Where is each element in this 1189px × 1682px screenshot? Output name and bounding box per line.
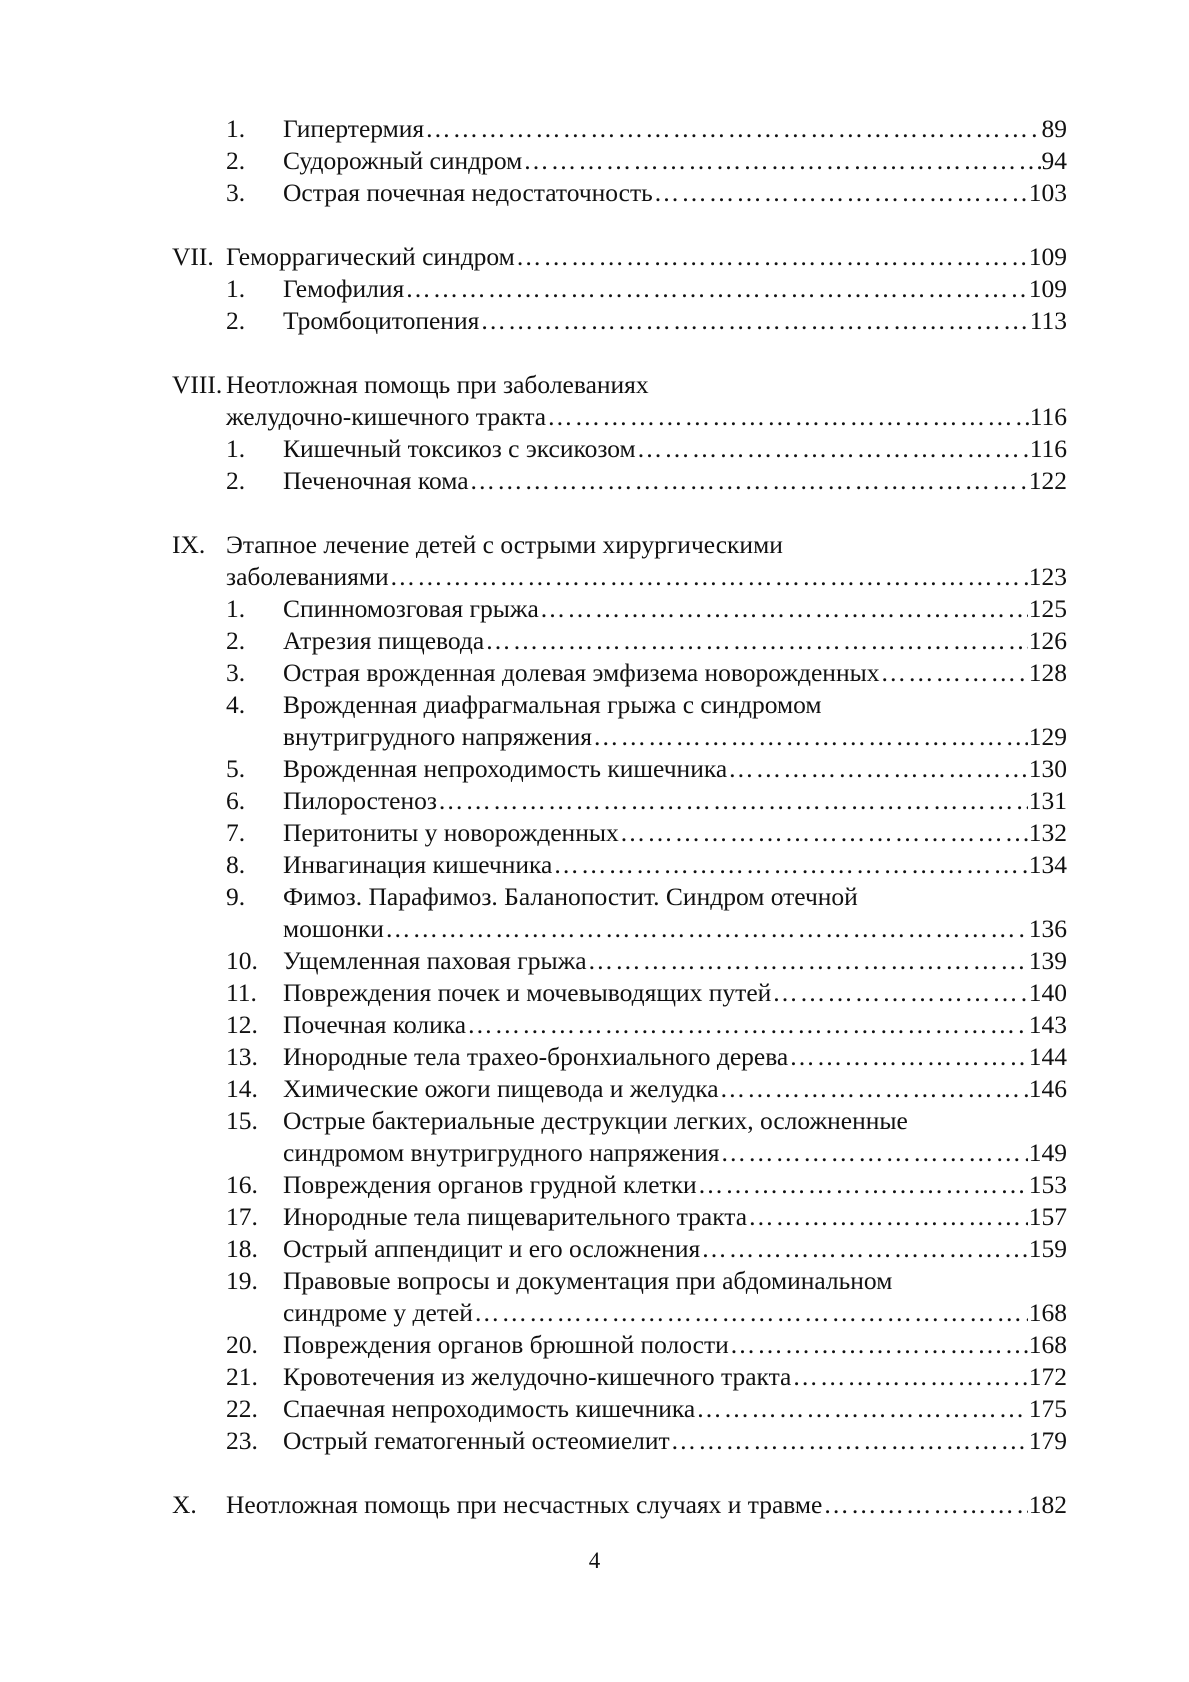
toc-line xyxy=(283,625,1067,657)
toc-spacer xyxy=(172,497,1067,529)
toc-entry-page: 182 xyxy=(1028,1490,1067,1519)
toc-entry xyxy=(172,657,1067,689)
toc-line xyxy=(226,1489,1067,1521)
toc-entry xyxy=(172,1169,1067,1201)
toc-item-number: 22. xyxy=(226,1394,258,1423)
toc-item-number: 17. xyxy=(226,1202,258,1231)
toc-entry-title: Острые бактериальные деструкции легких, осложненные xyxy=(283,1106,908,1135)
toc-dot-leader xyxy=(619,817,1028,849)
toc-line xyxy=(283,1425,1067,1457)
toc-entry-page: 144 xyxy=(1028,1042,1067,1071)
toc-item-number: 1. xyxy=(226,434,246,463)
toc-entry-title: Химические ожоги пищевода и желудка xyxy=(283,1074,719,1103)
toc-entry xyxy=(172,433,1067,465)
toc-entry xyxy=(172,1073,1067,1105)
toc-line xyxy=(283,273,1067,305)
toc-entry-title: желудочно-кишечного тракта xyxy=(226,402,547,431)
toc-entry xyxy=(172,561,1067,593)
toc-line xyxy=(283,913,1067,945)
toc-entry-title: Почечная колика xyxy=(283,1010,467,1039)
toc-entry-page: 168 xyxy=(1028,1298,1067,1327)
toc-entry xyxy=(172,689,1067,721)
toc-entry-title: Атрезия пищевода xyxy=(283,626,485,655)
toc-entry xyxy=(172,817,1067,849)
toc-entry-title: Гипертермия xyxy=(283,114,425,143)
toc-entry-title: Перитониты у новорожденных xyxy=(283,818,619,847)
toc-entry xyxy=(172,401,1067,433)
toc-entry xyxy=(172,1201,1067,1233)
toc-dot-leader xyxy=(719,1073,1028,1105)
toc-entry-title: внутригрудного напряжения xyxy=(283,722,593,751)
toc-item-number: 1. xyxy=(226,114,246,143)
toc-entry xyxy=(172,273,1067,305)
toc-entry-page: 153 xyxy=(1028,1170,1067,1199)
toc-entry-title: Спинномозговая грыжа xyxy=(283,594,539,623)
toc-section-number: X. xyxy=(172,1490,197,1519)
toc-line xyxy=(283,1297,1067,1329)
toc-item-number: 5. xyxy=(226,754,246,783)
toc-entry-page: 146 xyxy=(1028,1074,1067,1103)
toc-item-number: 10. xyxy=(226,946,258,975)
toc-entry-title: Острый гематогенный остеомиелит xyxy=(283,1426,670,1455)
toc-entry xyxy=(172,177,1067,209)
toc-item-number: 7. xyxy=(226,818,246,847)
toc-item-number: 11. xyxy=(226,978,257,1007)
toc-entry xyxy=(172,849,1067,881)
toc-line xyxy=(283,977,1067,1009)
toc-item-number: 18. xyxy=(226,1234,258,1263)
toc-entry xyxy=(172,1009,1067,1041)
toc-item-number: 15. xyxy=(226,1106,258,1135)
toc-dot-leader xyxy=(479,305,1028,337)
toc-entry-page: 131 xyxy=(1028,786,1067,815)
toc-section-number: VIII. xyxy=(172,370,223,399)
toc-entry xyxy=(172,593,1067,625)
toc-dot-leader xyxy=(484,625,1028,657)
toc-line xyxy=(283,177,1067,209)
toc-entry xyxy=(172,881,1067,913)
toc-line xyxy=(283,305,1067,337)
toc-entry-title: Инородные тела трахео-бронхиального дерева xyxy=(283,1042,789,1071)
toc-item-number: 6. xyxy=(226,786,246,815)
toc-entry xyxy=(172,1137,1067,1169)
toc-line xyxy=(283,689,1067,721)
toc-entry-title: Ущемленная паховая грыжа xyxy=(283,946,587,975)
toc-entry-title: синдроме у детей xyxy=(283,1298,473,1327)
toc-entry-page: 149 xyxy=(1028,1138,1067,1167)
toc-entry-title: Правовые вопросы и документация при абдоминальном xyxy=(283,1266,893,1295)
toc-dot-leader xyxy=(424,113,1040,145)
toc-item-number: 9. xyxy=(226,882,246,911)
toc-spacer xyxy=(172,337,1067,369)
toc-entry xyxy=(172,753,1067,785)
toc-dot-leader xyxy=(522,145,1040,177)
toc-entry-title: Этапное лечение детей с острыми хирургическими xyxy=(226,530,783,559)
page-number: 4 xyxy=(588,1548,601,1573)
toc-line xyxy=(283,721,1067,753)
toc-dot-leader xyxy=(546,401,1029,433)
toc-entry xyxy=(172,1329,1067,1361)
toc-entry xyxy=(172,1489,1067,1521)
toc-entry-page: 130 xyxy=(1028,754,1067,783)
toc-entry-page: 113 xyxy=(1029,306,1067,335)
toc-dot-leader xyxy=(469,465,1028,497)
toc-dot-leader xyxy=(771,977,1027,1009)
toc-entry-title: Кровотечения из желудочно-кишечного тракта xyxy=(283,1362,792,1391)
toc-dot-leader xyxy=(539,593,1028,625)
toc-line xyxy=(283,145,1067,177)
toc-entry xyxy=(172,113,1067,145)
toc-line xyxy=(283,1105,1067,1137)
toc-section-number: VII. xyxy=(172,242,214,271)
toc-entry xyxy=(172,529,1067,561)
toc-dot-leader xyxy=(788,1041,1028,1073)
toc-line xyxy=(283,1201,1067,1233)
toc-item-number: 20. xyxy=(226,1330,258,1359)
toc-entry-title: Повреждения почек и мочевыводящих путей xyxy=(283,978,772,1007)
toc-entry-page: 126 xyxy=(1028,626,1067,655)
toc-line xyxy=(283,113,1067,145)
toc-line xyxy=(283,1233,1067,1265)
toc-entry-page: 168 xyxy=(1028,1330,1067,1359)
toc-line xyxy=(283,753,1067,785)
toc-section-number: IX. xyxy=(172,530,206,559)
toc-line xyxy=(283,1265,1067,1297)
toc-dot-leader xyxy=(670,1425,1028,1457)
toc-entry-title: Судорожный синдром xyxy=(283,146,523,175)
toc-line xyxy=(226,369,1067,401)
toc-dot-leader xyxy=(727,753,1028,785)
toc-entry-page: 116 xyxy=(1029,402,1067,431)
toc-item-number: 2. xyxy=(226,306,246,335)
toc-line xyxy=(226,561,1067,593)
toc-line xyxy=(283,1009,1067,1041)
toc-entry-page: 132 xyxy=(1028,818,1067,847)
toc-entry-page: 143 xyxy=(1028,1010,1067,1039)
toc-dot-leader xyxy=(653,177,1028,209)
toc-line xyxy=(283,1393,1067,1425)
toc-entry-title: Врожденная непроходимость кишечника xyxy=(283,754,728,783)
toc-dot-leader xyxy=(700,1233,1028,1265)
toc-entry-page: 179 xyxy=(1028,1426,1067,1455)
toc-item-number: 2. xyxy=(226,466,246,495)
toc-dot-leader xyxy=(592,721,1028,753)
toc-entry-title: Острая врожденная долевая эмфизема новорожденных xyxy=(283,658,880,687)
toc-entry-page: 172 xyxy=(1028,1362,1067,1391)
toc-entry xyxy=(172,1041,1067,1073)
toc-entry xyxy=(172,625,1067,657)
toc-dot-leader xyxy=(384,913,1028,945)
toc-item-number: 4. xyxy=(226,690,246,719)
toc-line xyxy=(283,881,1067,913)
toc-entry xyxy=(172,1393,1067,1425)
toc-entry-page: 136 xyxy=(1028,914,1067,943)
toc-dot-leader xyxy=(552,849,1027,881)
toc-entry-page: 175 xyxy=(1028,1394,1067,1423)
toc-dot-leader xyxy=(636,433,1029,465)
toc-item-number: 3. xyxy=(226,658,246,687)
toc-line xyxy=(226,529,1067,561)
toc-entry-page: 129 xyxy=(1028,722,1067,751)
toc-item-number: 23. xyxy=(226,1426,258,1455)
toc-line xyxy=(283,945,1067,977)
toc-entry-page: 103 xyxy=(1028,178,1067,207)
toc-dot-leader xyxy=(822,1489,1027,1521)
toc-dot-leader xyxy=(720,1137,1028,1169)
toc-entry-title: Инвагинация кишечника xyxy=(283,850,553,879)
toc-line xyxy=(283,593,1067,625)
toc-entry xyxy=(172,465,1067,497)
toc-dot-leader xyxy=(389,561,1028,593)
toc-entry xyxy=(172,305,1067,337)
toc-item-number: 1. xyxy=(226,594,246,623)
toc-dot-leader xyxy=(729,1329,1028,1361)
toc-entry xyxy=(172,1425,1067,1457)
toc-item-number: 21. xyxy=(226,1362,258,1391)
toc-entry-page: 89 xyxy=(1041,114,1067,143)
toc-entry-title: Гемофилия xyxy=(283,274,405,303)
toc-dot-leader xyxy=(473,1297,1028,1329)
toc-line xyxy=(226,241,1067,273)
toc-item-number: 16. xyxy=(226,1170,258,1199)
toc-dot-leader xyxy=(466,1009,1028,1041)
toc-entry-page: 94 xyxy=(1041,146,1067,175)
toc-entry-title: Острый аппендицит и его осложнения xyxy=(283,1234,701,1263)
toc-line xyxy=(283,1073,1067,1105)
toc-entry-title: Тромбоцитопения xyxy=(283,306,480,335)
toc-line xyxy=(283,785,1067,817)
toc-spacer xyxy=(172,209,1067,241)
toc-entry-title: заболеваниями xyxy=(226,562,389,591)
toc-dot-leader xyxy=(515,241,1028,273)
toc-entry xyxy=(172,1361,1067,1393)
toc-item-number: 2. xyxy=(226,626,246,655)
toc-line xyxy=(283,1169,1067,1201)
toc-entry xyxy=(172,945,1067,977)
toc-item-number: 1. xyxy=(226,274,246,303)
toc-dot-leader xyxy=(404,273,1027,305)
toc-entry xyxy=(172,785,1067,817)
toc-entry-title: Острая почечная недостаточность xyxy=(283,178,653,207)
toc-line xyxy=(283,1361,1067,1393)
toc-entry xyxy=(172,977,1067,1009)
toc-entry xyxy=(172,1233,1067,1265)
toc-dot-leader xyxy=(697,1169,1028,1201)
toc-line xyxy=(283,1041,1067,1073)
toc-dot-leader xyxy=(437,785,1028,817)
toc-item-number: 2. xyxy=(226,146,246,175)
toc-item-number: 12. xyxy=(226,1010,258,1039)
toc-entry xyxy=(172,1265,1067,1297)
toc-entry-title: Геморрагический синдром xyxy=(226,242,515,271)
toc-dot-leader xyxy=(880,657,1028,689)
toc-line xyxy=(226,401,1067,433)
toc-entry xyxy=(172,1297,1067,1329)
toc-entry-page: 139 xyxy=(1028,946,1067,975)
toc-item-number: 13. xyxy=(226,1042,258,1071)
toc-entry-title: Печеночная кома xyxy=(283,466,469,495)
toc-line xyxy=(283,817,1067,849)
toc-entry-page: 159 xyxy=(1028,1234,1067,1263)
toc-entry xyxy=(172,913,1067,945)
toc-entry xyxy=(172,145,1067,177)
toc-entry-page: 140 xyxy=(1028,978,1067,1007)
toc-entry-page: 122 xyxy=(1028,466,1067,495)
toc-entry-page: 123 xyxy=(1028,562,1067,591)
toc-entry-title: мошонки xyxy=(283,914,384,943)
toc-dot-leader xyxy=(791,1361,1027,1393)
toc-entry-page: 109 xyxy=(1028,242,1067,271)
toc-entry-title: Пилоростеноз xyxy=(283,786,437,815)
toc-entry-page: 109 xyxy=(1028,274,1067,303)
toc-entry-title: Неотложная помощь при заболеваниях xyxy=(226,370,649,399)
toc-item-number: 8. xyxy=(226,850,246,879)
toc-entry-page: 125 xyxy=(1028,594,1067,623)
toc-entry xyxy=(172,721,1067,753)
toc-entry-page: 116 xyxy=(1029,434,1067,463)
toc-entry-title: синдромом внутригрудного напряжения xyxy=(283,1138,720,1167)
toc-entry-title: Спаечная непроходимость кишечника xyxy=(283,1394,696,1423)
toc-item-number: 14. xyxy=(226,1074,258,1103)
toc-item-number: 19. xyxy=(226,1266,258,1295)
toc-entry xyxy=(172,241,1067,273)
toc-entry xyxy=(172,369,1067,401)
toc-entry-title: Фимоз. Парафимоз. Баланопостит. Синдром отечной xyxy=(283,882,858,911)
toc-entry xyxy=(172,1105,1067,1137)
toc-entry-title: Неотложная помощь при несчастных случаях и травме xyxy=(226,1490,823,1519)
toc-entry-title: Повреждения органов грудной клетки xyxy=(283,1170,697,1199)
toc-entry-page: 157 xyxy=(1028,1202,1067,1231)
toc-line xyxy=(283,1137,1067,1169)
toc-entry-title: Повреждения органов брюшной полости xyxy=(283,1330,729,1359)
toc-line xyxy=(283,657,1067,689)
toc-item-number: 3. xyxy=(226,178,246,207)
toc-dot-leader xyxy=(747,1201,1028,1233)
toc-dot-leader xyxy=(587,945,1028,977)
toc-entry-page: 128 xyxy=(1028,658,1067,687)
toc-entry-page: 134 xyxy=(1028,850,1067,879)
toc-line xyxy=(283,849,1067,881)
toc-entry-title: Инородные тела пищеварительного тракта xyxy=(283,1202,748,1231)
toc-line xyxy=(283,433,1067,465)
toc-spacer xyxy=(172,1457,1067,1489)
toc-dot-leader xyxy=(695,1393,1028,1425)
toc-line xyxy=(283,465,1067,497)
toc-entry-title: Кишечный токсикоз с эксикозом xyxy=(283,434,636,463)
toc-entry-title: Врожденная диафрагмальная грыжа с синдромом xyxy=(283,690,822,719)
table-of-contents xyxy=(172,113,1067,1521)
toc-line xyxy=(283,1329,1067,1361)
